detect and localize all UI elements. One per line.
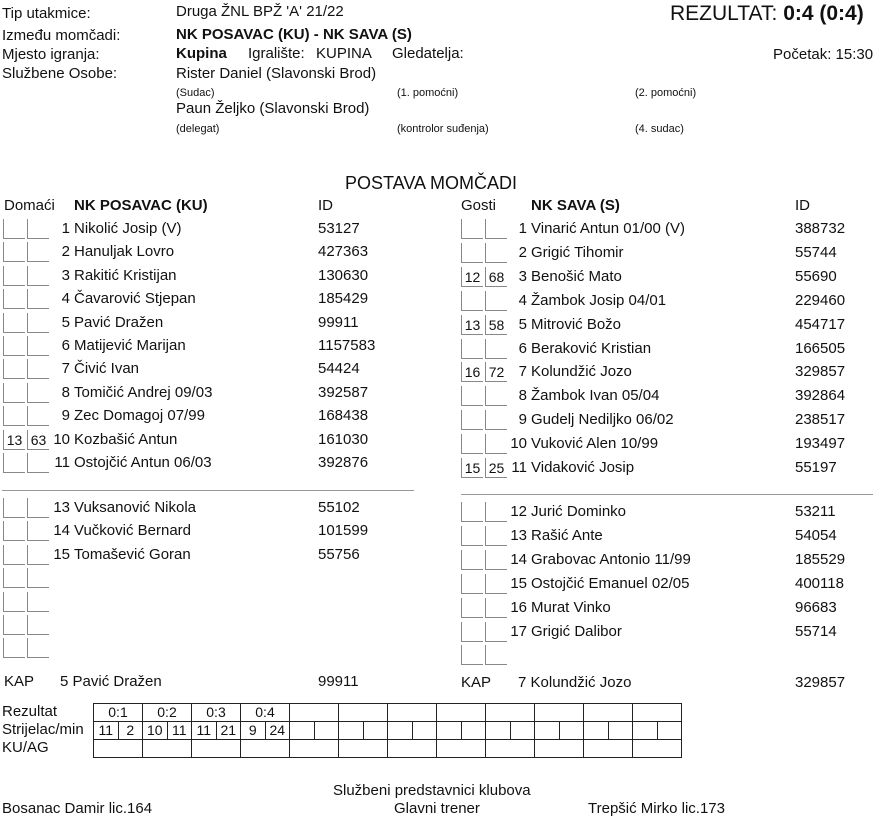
kuag-cell: [241, 740, 290, 758]
home-id-header: ID: [318, 197, 333, 214]
home-minute-box-b: [27, 336, 49, 356]
home-sub-name: Vuksanović Nikola: [74, 499, 196, 516]
home-sub-id: 55102: [318, 499, 360, 516]
away-minute-box-b: [485, 386, 507, 406]
away-player-number: 6: [518, 339, 527, 357]
home-player-id: 427363: [318, 243, 369, 261]
home-sub-id: 55756: [318, 545, 360, 563]
home-minute-box-a: [3, 383, 25, 403]
home-sub-box-b: [27, 638, 49, 658]
scorer-cell: [388, 722, 413, 740]
home-minute-box-b: [27, 453, 49, 473]
home-player-number: 6: [61, 337, 70, 354]
scorer-cell: 9: [241, 722, 266, 740]
home-player-id: 185429: [318, 290, 369, 308]
fourth-official-role: (4. sudac): [635, 123, 684, 135]
away-sub-number: 17: [510, 622, 527, 640]
away-sub-box-b: [485, 645, 507, 665]
away-minute-box-a: [461, 410, 483, 430]
home-sub-name: Tomašević Goran: [74, 545, 191, 563]
kuag-cell: [143, 740, 192, 758]
away-player-name: Žambok Josip 04/01: [531, 291, 667, 309]
result-header: [670, 2, 864, 26]
home-sub-box-b: [27, 568, 49, 588]
ground: KUPINA: [316, 45, 372, 62]
home-player-number: 3: [61, 266, 70, 284]
away-minute-box-a: 12: [461, 267, 483, 287]
away-sub-name: Rašić Ante: [531, 526, 603, 544]
home-minute-box-a: [3, 289, 25, 309]
start-time: [773, 46, 873, 64]
away-sub-name: Grigić Dalibor: [531, 622, 622, 640]
away-player-id: 193497: [795, 435, 846, 453]
away-sub-box-a: [461, 574, 483, 594]
away-player-number: 7: [518, 363, 527, 381]
away-player-id: 55744: [795, 243, 837, 261]
away-minute-box-b: [485, 243, 507, 263]
home-player-number: 10: [53, 430, 70, 448]
home-captain-no: 5: [60, 673, 69, 690]
away-sub-name: Murat Vinko: [531, 598, 611, 616]
away-minute-box-b: [485, 434, 507, 454]
home-player-number: 5: [61, 313, 70, 331]
away-player-number: 10: [510, 435, 527, 453]
home-sub-box-b: [27, 498, 49, 518]
kuag-cell: [94, 740, 143, 758]
score-cell: 0:3: [192, 704, 241, 722]
scorer-cell: 24: [265, 722, 290, 740]
scorer-cell: 2: [118, 722, 143, 740]
home-player-number: 1: [61, 220, 70, 237]
away-sub-box-a: [461, 550, 483, 570]
home-minute-box-b: [27, 242, 49, 262]
away-minute-box-b: [485, 410, 507, 430]
home-player-id: 392876: [318, 454, 369, 471]
home-side-label: Domaći: [4, 197, 55, 214]
away-sub-box-a: [461, 526, 483, 546]
scorer-cell: [290, 722, 315, 740]
kuag-cell: [388, 740, 437, 758]
scorer-cell: [657, 722, 682, 740]
away-player-name: Grigić Tihomir: [531, 243, 624, 261]
teams: NK POSAVAC (KU) - NK SAVA (S): [176, 26, 412, 43]
away-minute-box-b: [485, 219, 507, 239]
away-player-id: 238517: [795, 411, 846, 429]
home-minute-box-a: [3, 242, 25, 262]
score-cell: [388, 704, 437, 722]
home-sub-name: Vučković Bernard: [74, 522, 191, 540]
away-captain-name: Kolundžić Jozo: [530, 674, 632, 691]
home-player-number: 4: [61, 290, 70, 308]
home-player-number: 9: [61, 407, 70, 425]
home-sub-number: 14: [53, 522, 70, 540]
away-minute-box-b: 68: [485, 267, 507, 287]
away-divider: [461, 494, 873, 495]
away-sub-id: 96683: [795, 598, 837, 616]
home-minute-box-b: [27, 313, 49, 333]
away-minute-box-a: [461, 291, 483, 311]
away-minute-box-a: [461, 434, 483, 454]
home-divider: [2, 490, 414, 491]
scorer-cell: 11: [192, 722, 217, 740]
home-minute-box-a: [3, 219, 25, 239]
head-coach-label: Glavni trener: [394, 800, 480, 817]
away-sub-number: 16: [510, 598, 527, 616]
kuag-cell: [633, 740, 682, 758]
away-sub-number: 15: [510, 574, 527, 592]
away-captain-no: 7: [518, 674, 527, 691]
scorer-cell: [412, 722, 437, 740]
away-minute-box-a: [461, 243, 483, 263]
referee-name: Rister Daniel (Slavonski Brod): [176, 65, 377, 82]
kuag-row-label: KU/AG: [2, 739, 49, 756]
kuag-row: [94, 740, 682, 758]
venue: Kupina: [176, 45, 227, 62]
score-cell: [437, 704, 486, 722]
home-sub-box-b: [27, 521, 49, 541]
away-player-id: 229460: [795, 291, 846, 309]
match-type: Druga ŽNL BPŽ 'A' 21/22: [176, 3, 344, 20]
scorer-cell: [559, 722, 584, 740]
scorer-cell: [339, 722, 364, 740]
away-sub-box-a: [461, 502, 483, 522]
home-player-id: 99911: [318, 313, 359, 331]
scorer-cell: 11: [167, 722, 192, 740]
away-sub-id: 53211: [795, 503, 836, 520]
away-minute-box-b: 58: [485, 315, 507, 335]
away-player-number: 3: [518, 267, 527, 285]
score-row: [94, 704, 682, 722]
home-minute-box-a: [3, 359, 25, 379]
away-minute-box-a: [461, 219, 483, 239]
score-cell: 0:1: [94, 704, 143, 722]
kuag-cell: [290, 740, 339, 758]
away-sub-id: 400118: [795, 574, 844, 592]
home-minute-box-a: [3, 406, 25, 426]
away-sub-box-b: [485, 598, 507, 618]
away-representative: Trepšić Mirko lic.173: [588, 800, 725, 817]
home-minute-box-a: [3, 453, 25, 473]
scorer-cell: [510, 722, 535, 740]
home-player-number: 11: [54, 454, 70, 471]
kuag-cell: [535, 740, 584, 758]
kuag-cell: [339, 740, 388, 758]
home-sub-box-a: [3, 592, 25, 612]
scorer-cell: 10: [143, 722, 168, 740]
away-minute-box-b: 72: [485, 362, 507, 382]
home-minute-box-a: [3, 266, 25, 286]
away-player-number: 11: [511, 459, 527, 476]
away-sub-name: Ostojčić Emanuel 02/05: [531, 574, 690, 592]
away-player-id: 454717: [795, 315, 846, 333]
venue-label: Mjesto igranja:: [2, 46, 100, 63]
score-cell: [535, 704, 584, 722]
home-sub-box-a: [3, 498, 25, 518]
home-player-name: Rakitić Kristijan: [74, 266, 177, 284]
home-sub-number: 15: [53, 545, 70, 563]
home-sub-number: 13: [53, 499, 70, 516]
home-minute-box-b: [27, 266, 49, 286]
away-kap-label: KAP: [461, 674, 492, 691]
home-player-name: Matijević Marijan: [74, 337, 186, 354]
score-cell: 0:2: [143, 704, 192, 722]
scorer-cell: [535, 722, 560, 740]
home-minute-box-b: [27, 289, 49, 309]
away-player-number: 1: [518, 220, 527, 237]
away-sub-number: 13: [510, 526, 527, 544]
home-minute-box-b: [27, 406, 49, 426]
home-player-name: Kozbašić Antun: [74, 430, 178, 448]
home-player-id: 392587: [318, 383, 369, 401]
away-sub-id: 54054: [795, 526, 837, 544]
away-sub-box-a: [461, 622, 483, 642]
home-minute-box-b: [27, 219, 49, 239]
score-cell: [290, 704, 339, 722]
home-minute-box-b: [27, 359, 49, 379]
scorer-cell: 21: [216, 722, 241, 740]
controller-role: (kontrolor suđenja): [397, 123, 489, 135]
officials-label: Službene Osobe:: [2, 65, 118, 82]
away-player-name: Gudelj Nediljko 06/02: [531, 411, 674, 429]
away-minute-box-b: [485, 291, 507, 311]
referee-role: (Sudac): [176, 87, 215, 99]
home-player-number: 2: [61, 243, 70, 261]
away-sub-id: 185529: [795, 550, 846, 568]
home-sub-box-a: [3, 568, 25, 588]
away-player-id: 388732: [795, 220, 846, 237]
ground-label: Igralište:: [248, 45, 305, 62]
home-player-name: Hanuljak Lovro: [74, 243, 175, 261]
away-minute-box-b: [485, 339, 507, 359]
home-player-name: Nikolić Josip (V): [74, 220, 182, 237]
scorer-cell: [314, 722, 339, 740]
away-minute-box-a: 16: [461, 362, 483, 382]
match-type-label: Tip utakmice:: [2, 5, 91, 22]
home-minute-box-a: [3, 313, 25, 333]
away-player-number: 8: [518, 387, 527, 405]
score-cell: [339, 704, 388, 722]
home-player-name: Čavarović Stjepan: [74, 290, 196, 308]
spectators-label: Gledatelja:: [392, 45, 464, 62]
home-player-id: 161030: [318, 430, 369, 448]
away-sub-name: Jurić Dominko: [531, 503, 627, 520]
score-table: [93, 703, 682, 758]
away-minute-box-a: [461, 386, 483, 406]
away-captain: [518, 674, 631, 692]
away-sub-number: 12: [510, 503, 527, 520]
away-player-number: 4: [518, 291, 527, 309]
away-player-id: 55197: [795, 459, 837, 476]
scorer-cell: [608, 722, 633, 740]
home-player-id: 168438: [318, 407, 369, 425]
away-sub-box-b: [485, 526, 507, 546]
home-player-number: 8: [61, 383, 70, 401]
home-representative: Bosanac Damir lic.164: [2, 800, 153, 817]
home-sub-box-b: [27, 545, 49, 565]
home-minute-box-b: [27, 383, 49, 403]
away-sub-box-b: [485, 550, 507, 570]
home-team-name: NK POSAVAC (KU): [74, 197, 208, 214]
home-player-id: 53127: [318, 220, 360, 237]
away-minute-box-b: 25: [485, 458, 507, 478]
away-captain-id: 329857: [795, 674, 846, 691]
away-sub-box-b: [485, 622, 507, 642]
away-team-name: NK SAVA (S): [531, 197, 620, 214]
score-row-label: Rezultat: [2, 703, 58, 720]
delegate-role: (delegat): [176, 123, 220, 135]
away-minute-box-a: [461, 339, 483, 359]
home-player-name: Tomičić Andrej 09/03: [74, 383, 213, 401]
away-player-number: 9: [518, 411, 527, 429]
away-player-name: Beraković Kristian: [531, 339, 652, 357]
home-minute-box-a: [3, 336, 25, 356]
kuag-cell: [437, 740, 486, 758]
scorer-cell: [633, 722, 658, 740]
score-cell: [486, 704, 535, 722]
away-player-name: Vinarić Antun 01/00 (V): [531, 220, 685, 237]
away-minute-box-a: 15: [461, 458, 483, 478]
home-minute-box-a: 13: [3, 430, 25, 450]
away-sub-box-a: [461, 598, 483, 618]
away-player-name: Vuković Alen 10/99: [531, 435, 659, 453]
home-player-name: Pavić Dražen: [74, 313, 164, 331]
home-player-name: Zec Domagoj 07/99: [74, 407, 205, 425]
away-player-id: 329857: [795, 363, 846, 381]
result-label: REZULTAT:: [670, 2, 778, 25]
delegate-name: Paun Željko (Slavonski Brod): [176, 100, 370, 117]
home-minute-box-b: 63: [27, 430, 49, 450]
away-side-label: Gosti: [461, 197, 497, 214]
home-captain-name: Pavić Dražen: [72, 673, 162, 690]
away-player-id: 166505: [795, 339, 846, 357]
scorer-cell: [363, 722, 388, 740]
away-player-name: Žambok Ivan 05/04: [531, 387, 660, 405]
away-player-name: Benošić Mato: [531, 267, 622, 285]
assistant2-role: (2. pomoćni): [635, 87, 697, 99]
away-player-id: 392864: [795, 387, 846, 405]
home-sub-box-b: [27, 592, 49, 612]
start-label: Početak:: [773, 46, 832, 63]
scorer-cell: [584, 722, 609, 740]
home-player-name: Ostojčić Antun 06/03: [74, 454, 212, 471]
scorer-cell: [486, 722, 511, 740]
home-captain: [60, 673, 162, 691]
home-sub-box-a: [3, 521, 25, 541]
home-kap-label: KAP: [4, 673, 35, 690]
assistant1-role: (1. pomoćni): [397, 87, 459, 99]
home-sub-box-a: [3, 615, 25, 635]
away-player-name: Vidaković Josip: [531, 459, 635, 476]
home-player-name: Čivić Ivan: [74, 360, 140, 378]
scorer-row: [94, 722, 682, 740]
kuag-cell: [584, 740, 633, 758]
teams-label: Između momčadi:: [2, 27, 121, 44]
score-cell: [584, 704, 633, 722]
home-captain-id: 99911: [318, 673, 359, 690]
home-sub-box-a: [3, 638, 25, 658]
kuag-cell: [192, 740, 241, 758]
away-sub-name: Grabovac Antonio 11/99: [531, 550, 691, 568]
representatives-title: Službeni predstavnici klubova: [333, 782, 531, 799]
scorer-row-label: Strijelac/min: [2, 721, 84, 738]
away-sub-id: 55714: [795, 622, 837, 640]
kuag-cell: [486, 740, 535, 758]
away-sub-number: 14: [510, 550, 527, 568]
scorer-cell: [461, 722, 486, 740]
away-player-number: 5: [518, 315, 527, 333]
score-cell: 0:4: [241, 704, 290, 722]
scorer-cell: 11: [94, 722, 119, 740]
home-player-id: 1157583: [318, 337, 376, 354]
result-value: 0:4 (0:4): [783, 2, 864, 25]
away-player-name: Mitrović Božo: [531, 315, 622, 333]
score-cell: [633, 704, 682, 722]
away-sub-box-b: [485, 574, 507, 594]
lineup-title: POSTAVA MOMČADI: [345, 173, 518, 193]
home-sub-box-a: [3, 545, 25, 565]
away-player-id: 55690: [795, 267, 837, 285]
away-minute-box-a: 13: [461, 315, 483, 335]
start-value: 15:30: [835, 46, 874, 63]
away-player-number: 2: [518, 243, 527, 261]
home-player-number: 7: [61, 360, 70, 378]
scorer-cell: [437, 722, 462, 740]
away-sub-box-b: [485, 502, 507, 522]
away-sub-box-a: [461, 645, 483, 665]
home-player-id: 54424: [318, 360, 360, 378]
away-player-name: Kolundžić Jozo: [531, 363, 632, 381]
away-id-header: ID: [795, 197, 810, 214]
home-sub-id: 101599: [318, 522, 369, 540]
home-player-id: 130630: [318, 266, 369, 284]
home-sub-box-b: [27, 615, 49, 635]
